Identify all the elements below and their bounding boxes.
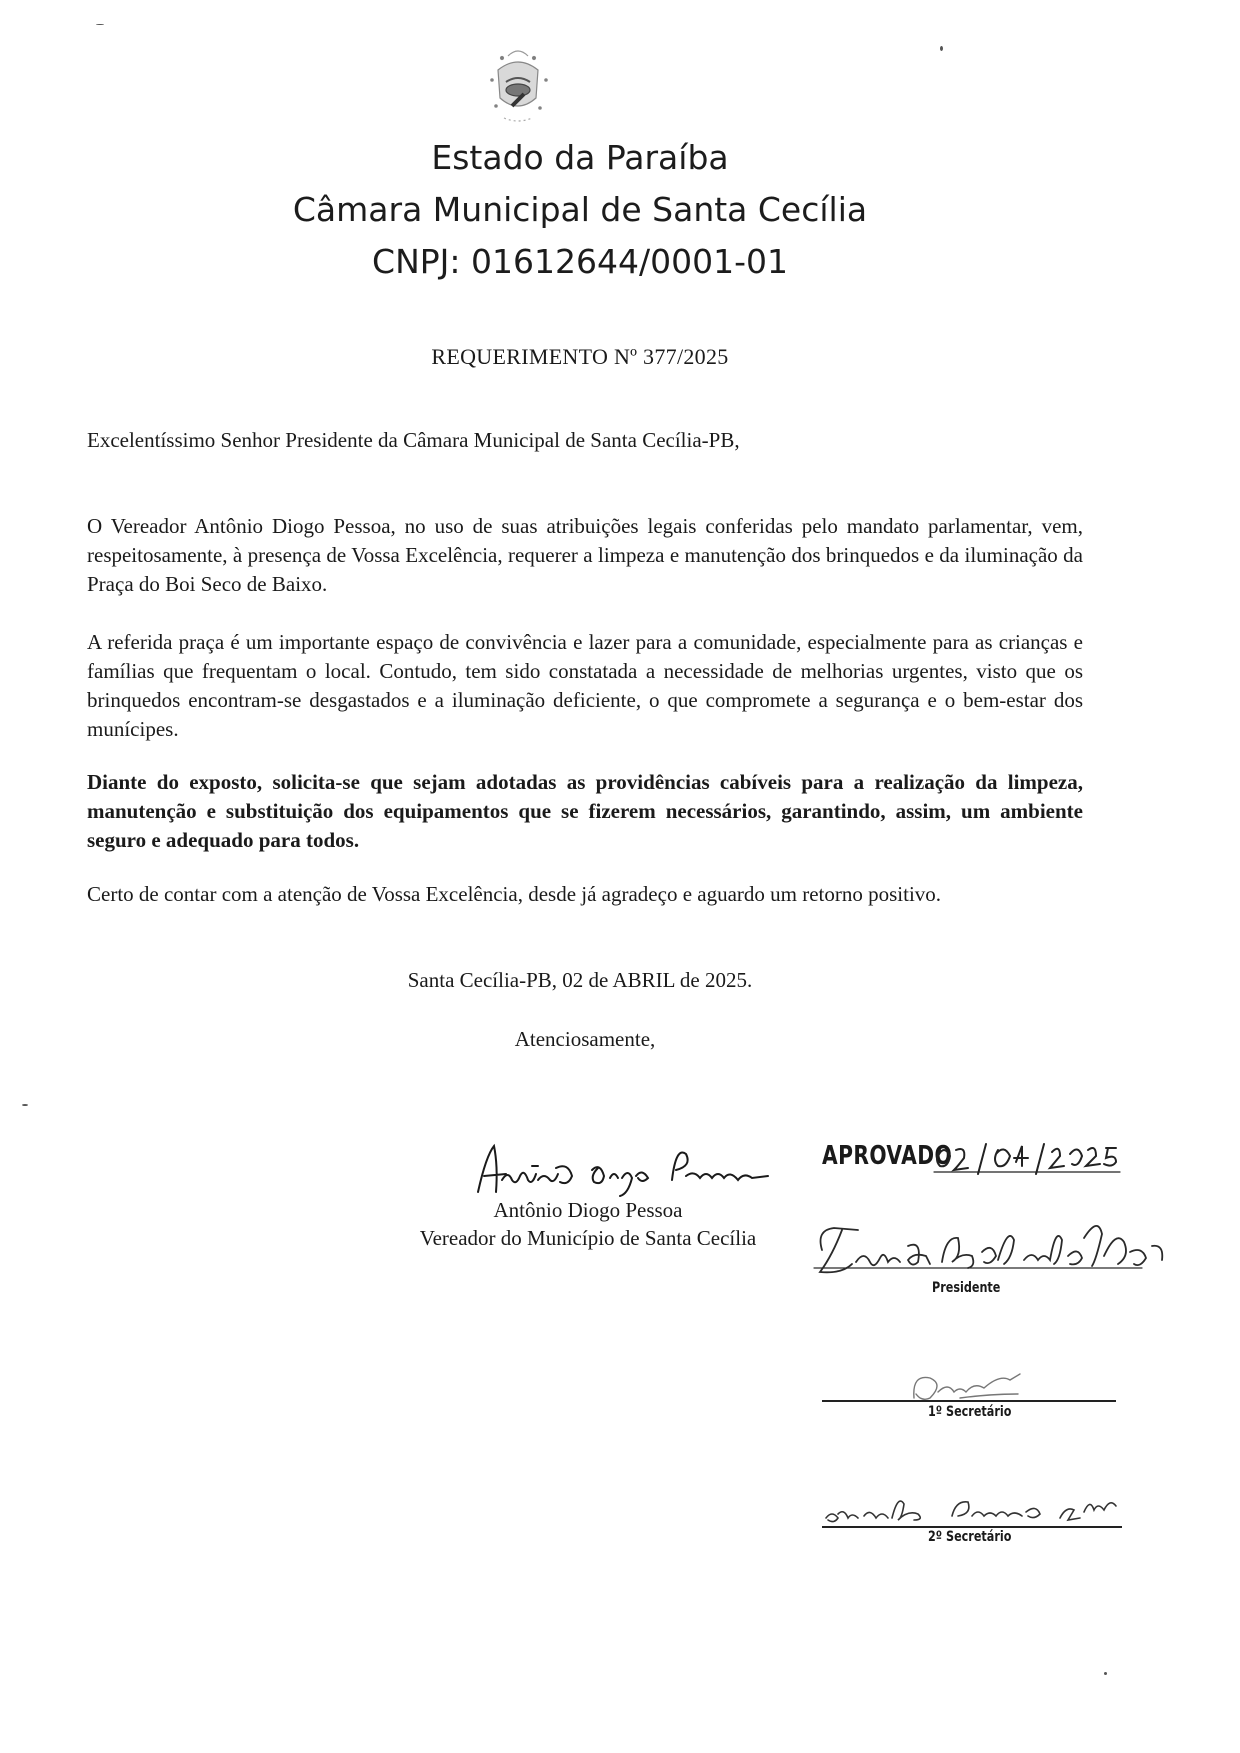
president-label: Presidente xyxy=(932,1280,1001,1296)
signer-name: Antônio Diogo Pessoa xyxy=(493,1198,683,1222)
scan-speck xyxy=(940,46,943,51)
paragraph-conclusion: Diante do exposto, solicita-se que sejam adotadas as providências cabíveis para a realização da limpeza, manutenção e substituição dos equipamentos que se fizerem necessários, garantindo, assim, um ambiente seguro e adequado para todos. xyxy=(87,770,1083,852)
approved-date-handwritten xyxy=(930,1136,1130,1182)
header-cnpj: CNPJ: 01612644/0001-01 xyxy=(372,242,788,281)
paragraph-closing-remark: Certo de contar com a atenção de Vossa Excelência, desde já agradeço e aguardo um retorno positivo. xyxy=(87,882,942,906)
header-state: Estado da Paraíba xyxy=(431,138,729,177)
second-secretary-label: 2º Secretário xyxy=(928,1529,1012,1545)
salutation: Excelentíssimo Senhor Presidente da Câmara Municipal de Santa Cecília-PB, xyxy=(87,428,740,452)
date-line: Santa Cecília-PB, 02 de ABRIL de 2025. xyxy=(407,968,753,992)
first-secretary-line xyxy=(822,1400,1116,1402)
document-title: REQUERIMENTO Nº 377/2025 xyxy=(431,344,729,369)
councilman-signature xyxy=(472,1136,792,1200)
scan-speck xyxy=(22,1104,28,1106)
scan-speck xyxy=(96,24,104,25)
first-secretary-label: 1º Secretário xyxy=(928,1404,1012,1420)
scan-speck xyxy=(1104,1672,1107,1675)
municipal-coat-of-arms-icon xyxy=(468,36,568,128)
second-secretary-line xyxy=(822,1526,1122,1528)
president-signature xyxy=(812,1216,1182,1286)
approved-stamp-label: APROVADO xyxy=(822,1141,953,1171)
header-chamber: Câmara Municipal de Santa Cecília xyxy=(292,190,868,229)
closing-greeting: Atenciosamente, xyxy=(514,1027,656,1051)
signer-role: Vereador do Município de Santa Cecília xyxy=(419,1226,757,1250)
paragraph-justification: A referida praça é um importante espaço de convivência e lazer para a comunidade, especialmente para as crianças e famílias que frequentam o local. Contudo, tem sido constatada a necessidade de melhorias urgentes, visto que os brinquedos encontram-se desgastados e a iluminação deficiente, o que compromete a segurança e o bem-estar dos munícipes. xyxy=(87,630,1083,741)
paragraph-request: O Vereador Antônio Diogo Pessoa, no uso de suas atribuições legais conferidas pelo mandato parlamentar, vem, respeitosamente, à presença de Vossa Excelência, requerer a limpeza e manutenção dos brinquedos e da iluminação da Praça do Boi Seco de Baixo. xyxy=(87,514,1083,596)
